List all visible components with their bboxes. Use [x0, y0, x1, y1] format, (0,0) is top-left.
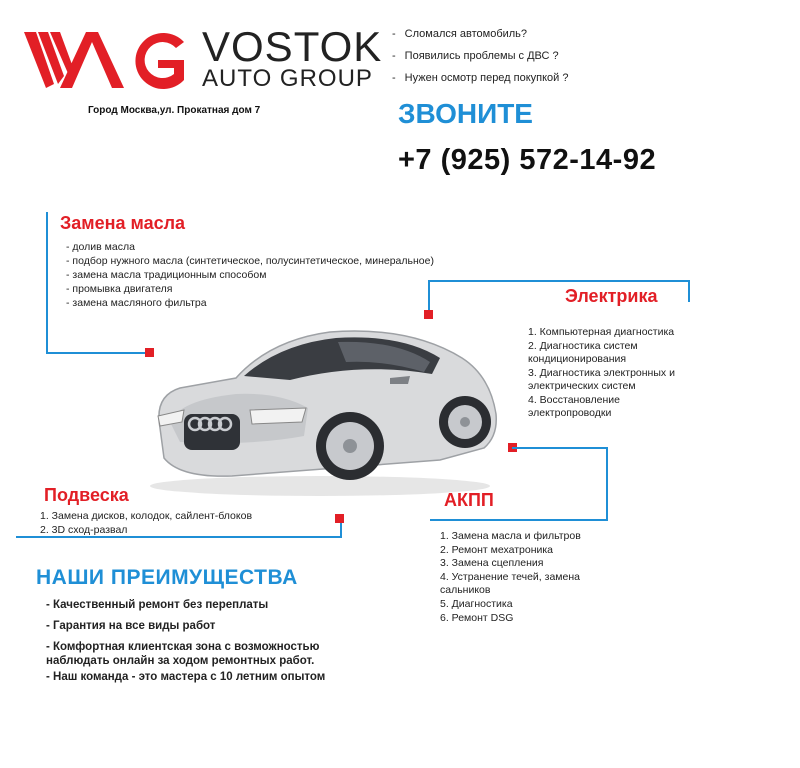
electrics-list [528, 326, 675, 421]
list-item: сальников [440, 584, 491, 597]
question-item: - Сломался автомобиль? [392, 28, 569, 50]
list-item: - замена масла традиционным способом [66, 269, 267, 281]
list-item: 4. Восстановление [528, 393, 620, 406]
oil-title: Замена масла [60, 213, 186, 233]
question-item: - Нужен осмотр перед покупкой ? [392, 72, 569, 94]
list-item: 2. 3D сход-развал [40, 524, 128, 536]
list-item: 2. Диагностика систем [528, 339, 638, 352]
list-item: - промывка двигателя [66, 283, 173, 295]
list-item: 4. Устранение течей, замена [440, 570, 580, 583]
list-item: кондиционирования [528, 353, 627, 365]
question-item: - Появились проблемы с ДВС ? [392, 50, 569, 72]
advantages-list [46, 598, 366, 691]
advantage-item: - Комфортная клиентская зона с возможностью наблюдать онлайн за ходом ремонтных работ. [46, 641, 320, 667]
advantage-item: - Гарантия на все виды работ [46, 620, 216, 632]
advantages-title: НАШИ ПРЕИМУЩЕСТВА [36, 566, 298, 589]
brand-line-1: VOSTOK [202, 23, 383, 70]
connector-line [46, 352, 146, 354]
brand-line-2: AUTO GROUP [202, 65, 373, 92]
advantage-item: - Наш команда - это мастера с 10 летним опытом [46, 671, 326, 683]
connector-line [688, 280, 690, 302]
list-item: - замена масляного фильтра [66, 297, 207, 309]
connector-line [606, 447, 608, 521]
questions-list [392, 28, 569, 94]
list-item: электрических систем [528, 380, 636, 392]
marker-dot [335, 514, 344, 523]
list-item: 3. Замена сцепления [440, 557, 544, 570]
list-item: 3. Диагностика электронных и [528, 366, 675, 379]
list-item: 1. Замена дисков, колодок, сайлент-блоков [40, 510, 253, 522]
call-heading: ЗВОНИТЕ [398, 98, 533, 129]
suspension-list [40, 509, 252, 537]
list-item: электропроводки [528, 407, 612, 419]
akpp-title: АКПП [444, 490, 494, 510]
electrics-title: Электрика [565, 286, 658, 306]
oil-list [66, 240, 434, 310]
connector-line [16, 536, 342, 538]
advantage-item: - Качественный ремонт без переплаты [46, 599, 269, 611]
address: Город Москва,ул. Прокатная дом 7 [88, 105, 261, 116]
akpp-list [440, 530, 581, 625]
vag-logo [24, 28, 192, 92]
connector-line [46, 212, 48, 354]
list-item: 1. Компьютерная диагностика [528, 326, 675, 338]
connector-line [428, 280, 690, 282]
connector-line [512, 447, 608, 449]
list-item: 5. Диагностика [440, 597, 513, 610]
suspension-title: Подвеска [44, 485, 129, 505]
connector-line [428, 280, 430, 314]
list-item: - подбор нужного масла (синтетическое, полусинтетическое, минеральное) [66, 255, 434, 267]
connector-line [430, 519, 608, 521]
list-item: 2. Ремонт мехатроника [440, 543, 554, 556]
list-item: 6. Ремонт DSG [440, 611, 514, 624]
phone-number[interactable]: +7 (925) 572-14-92 [398, 144, 657, 176]
list-item: 1. Замена масла и фильтров [440, 530, 581, 542]
car-image [140, 318, 505, 498]
list-item: - долив масла [66, 241, 135, 253]
